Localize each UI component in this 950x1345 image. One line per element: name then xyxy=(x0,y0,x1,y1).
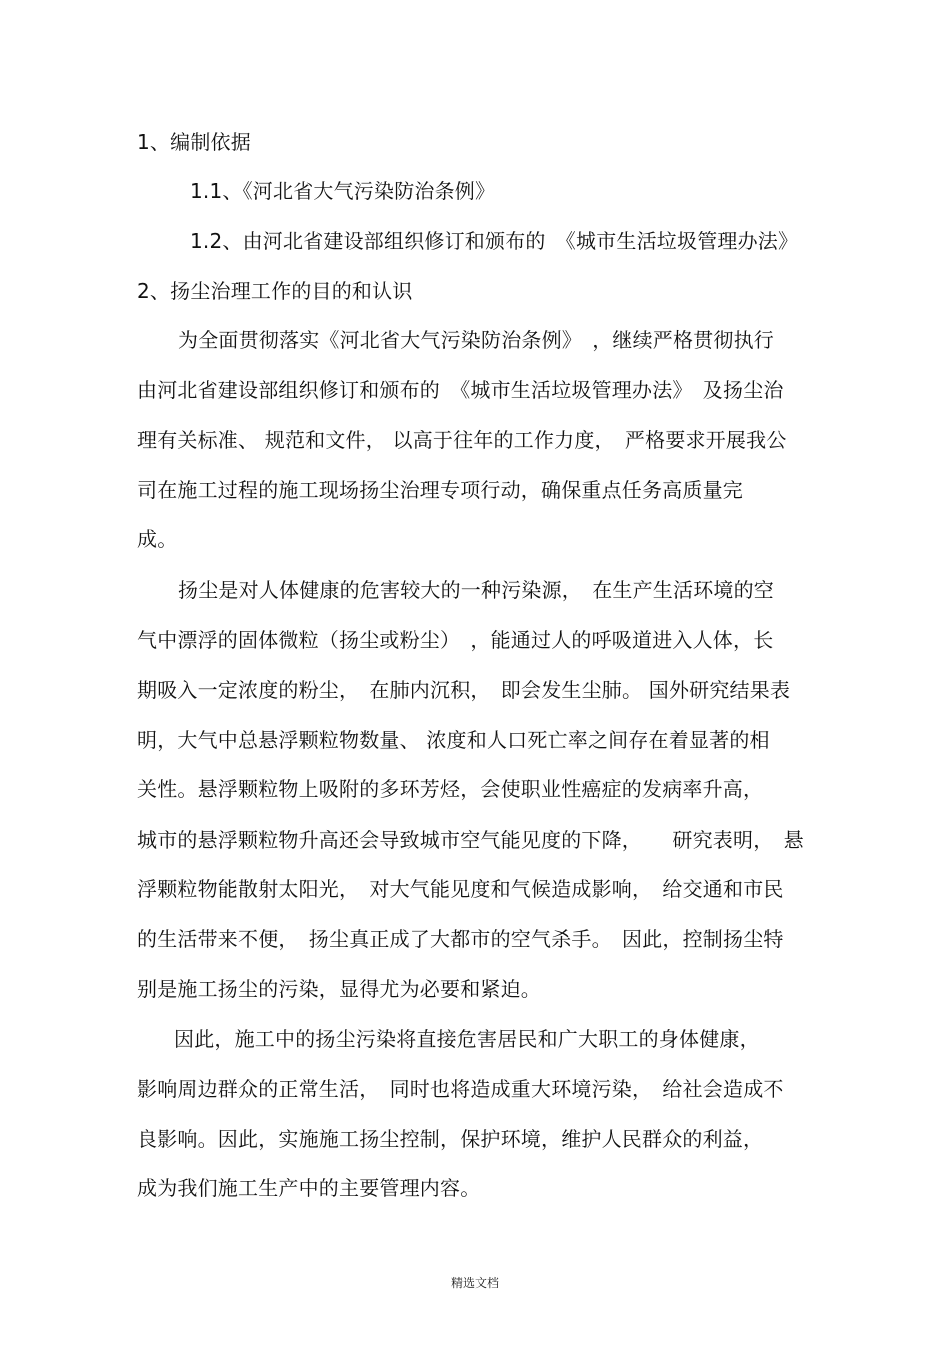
reference-item-2: 1.2、由河北省建设部组织修订和颁布的 《城市生活垃圾管理办法》 xyxy=(190,229,799,253)
paragraph-2-line: 关性。悬浮颗粒物上吸附的多环芳烃，会使职业性癌症的发病率升高， xyxy=(137,777,764,801)
paragraph-3-line: 因此，施工中的扬尘污染将直接危害居民和广大职工的身体健康， xyxy=(174,1027,760,1051)
paragraph-3-line: 影响周边群众的正常生活， 同时也将造成重大环境污染， 给社会造成不 xyxy=(137,1077,784,1101)
paragraph-3-line: 良影响。因此，实施施工扬尘控制，保护环境，维护人民群众的利益， xyxy=(137,1127,764,1151)
paragraph-2-line: 期吸入一定浓度的粉尘， 在肺内沉积， 即会发生尘肺。 国外研究结果表 xyxy=(137,678,791,702)
paragraph-2-line: 城市的悬浮颗粒物升高还会导致城市空气能见度的下降， 研究表明， 悬 xyxy=(137,828,804,852)
paragraph-2-line: 别是施工扬尘的污染，显得尤为必要和紧迫。 xyxy=(137,977,541,1001)
section-1-heading: 1、编制依据 xyxy=(137,130,251,154)
paragraph-1-line: 理有关标准、 规范和文件， 以高于往年的工作力度， 严格要求开展我公 xyxy=(137,428,787,452)
paragraph-2-line: 浮颗粒物能散射太阳光， 对大气能见度和气候造成影响， 给交通和市民 xyxy=(137,877,784,901)
reference-item-1: 1.1、《河北省大气污染防治条例》 xyxy=(190,179,496,203)
paragraph-2-line: 明，大气中总悬浮颗粒物数量、 浓度和人口死亡率之间存在着显著的相 xyxy=(137,728,770,752)
paragraph-2-line: 气中漂浮的固体微粒（扬尘或粉尘） ，能通过人的呼吸道进入人体，长 xyxy=(137,628,774,652)
paragraph-1-line: 成。 xyxy=(137,527,178,551)
paragraph-2-line: 的生活带来不便， 扬尘真正成了大都市的空气杀手。 因此，控制扬尘特 xyxy=(137,927,784,951)
paragraph-3-line: 成为我们施工生产中的主要管理内容。 xyxy=(137,1176,481,1200)
page-footer: 精选文档 xyxy=(450,1276,499,1290)
paragraph-1-line: 为全面贯彻落实《河北省大气污染防治条例》 ，继续严格贯彻执行 xyxy=(178,328,774,352)
paragraph-1-line: 司在施工过程的施工现场扬尘治理专项行动，确保重点任务高质量完 xyxy=(137,478,743,502)
paragraph-2-line: 扬尘是对人体健康的危害较大的一种污染源， 在生产生活环境的空 xyxy=(178,578,774,602)
paragraph-1-line: 由河北省建设部组织修订和颁布的 《城市生活垃圾管理办法》 及扬尘治 xyxy=(137,378,784,402)
section-2-heading: 2、扬尘治理工作的目的和认识 xyxy=(137,279,413,303)
